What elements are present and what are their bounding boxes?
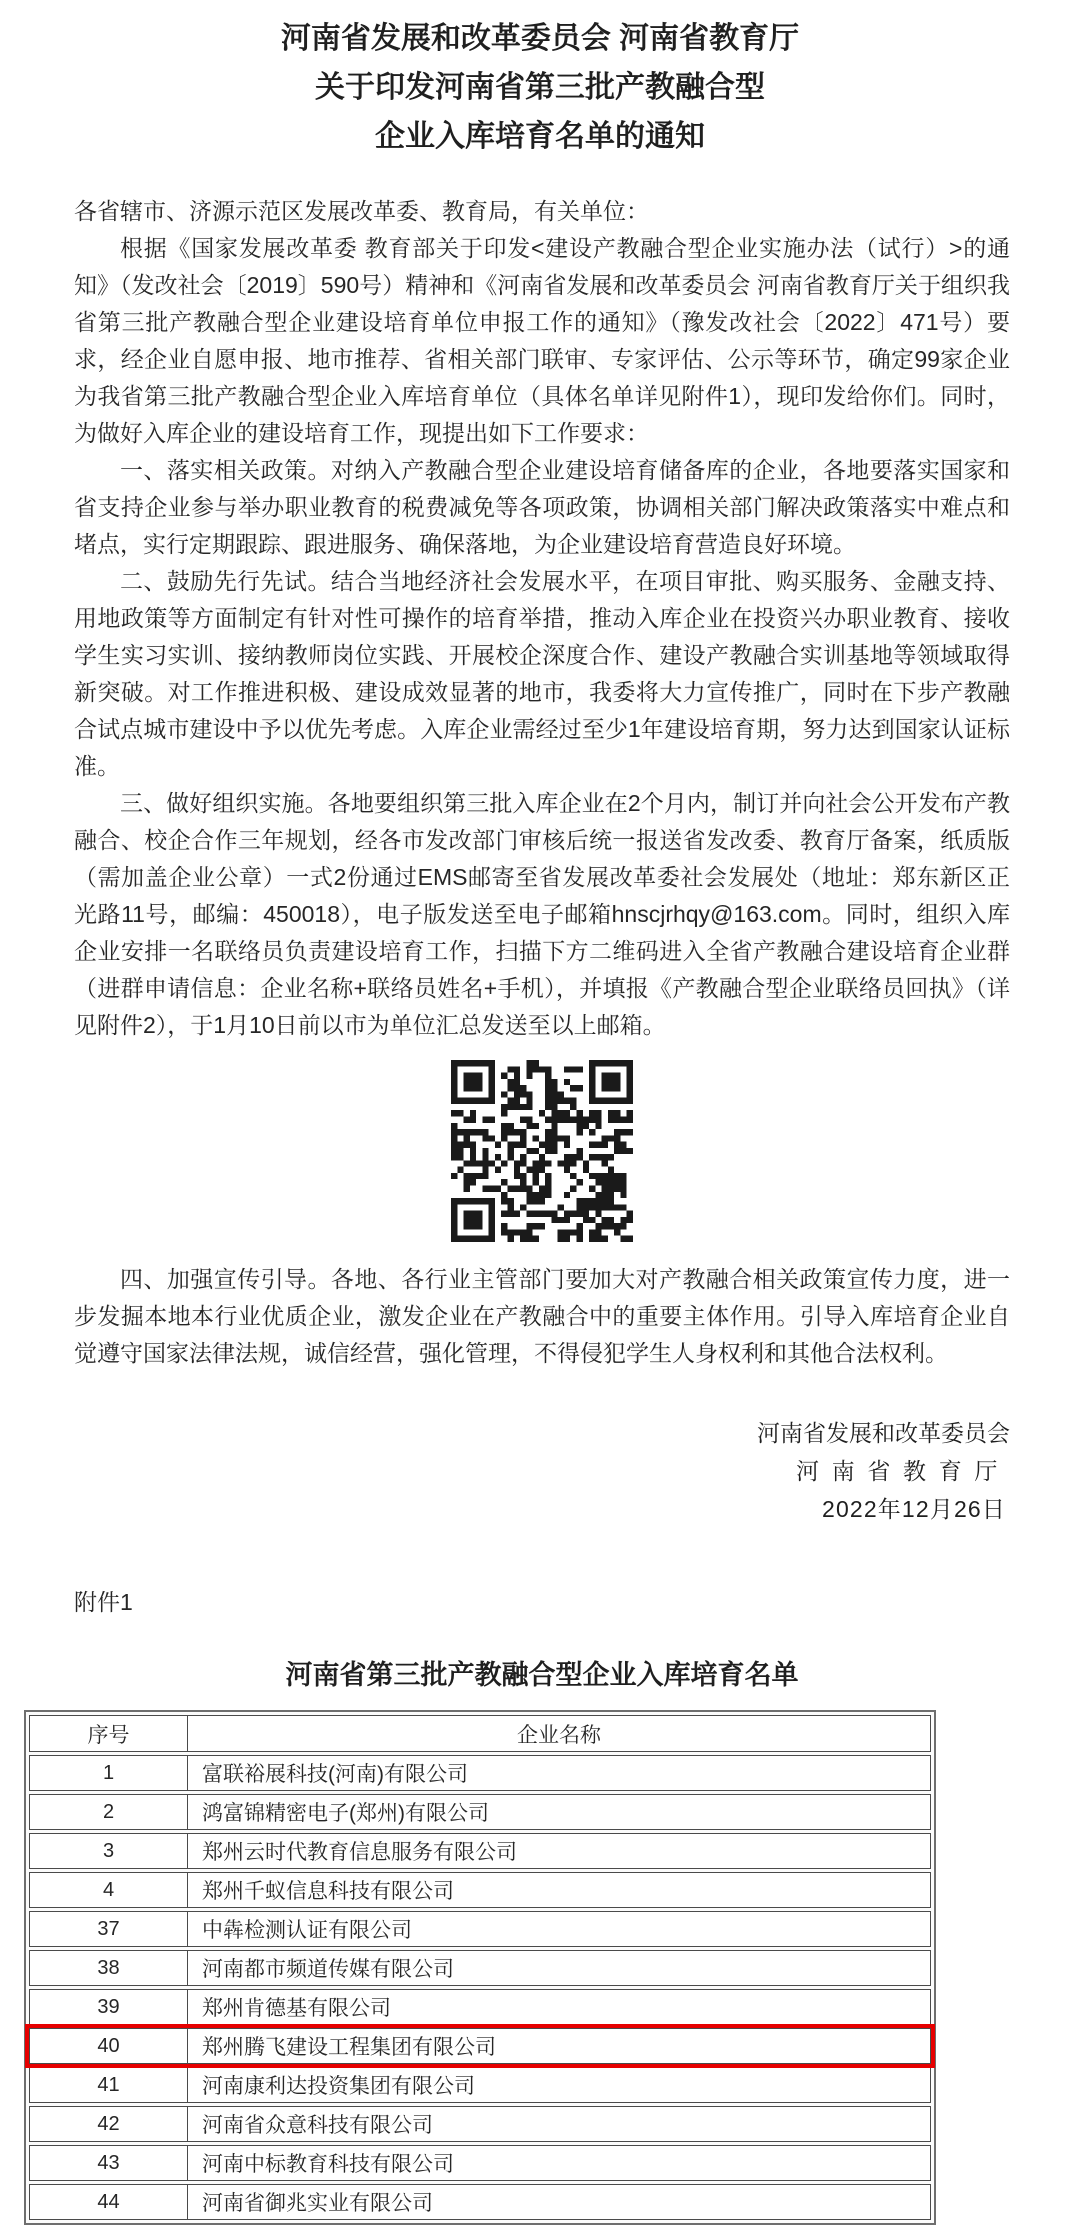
- document-body: [0, 193, 1080, 1692]
- salutation-line: 各省辖市、济源示范区发展改革委、教育局，有关单位：: [74, 198, 649, 224]
- table-row: [29, 1950, 931, 1986]
- row-index-cell: 40: [30, 2029, 188, 2063]
- table-row: [29, 1833, 931, 1869]
- row-index-cell: 43: [30, 2146, 188, 2180]
- notice-document-page: [0, 14, 1080, 2215]
- header-cell-no: 序号: [30, 1716, 188, 1751]
- body-paragraph: 三、做好组织实施。各地要组织第三批入库企业在2个月内，制订并向社会公开发布产教融合、校企合作三年规划，经各市发改部门审核后统一报送省发改委、教育厅备案，纸质版（需加盖企业公章）一式2份通过EMS邮寄至省发展改革委社会发展处（地址：郑东新区正光路11号，邮编：450018），电子版发送至电子邮箱hnscjrhqy@163.com。同时，组织入库企业安排一名联络员负责建设培育工作，扫描下方二维码进入全省产教融合建设培育企业群（进群申请信息：企业名称+联络员姓名+手机），并填报《产教融合型企业联络员回执》（详见附件2），于1月10日前以市为单位汇总发送至以上邮箱。: [74, 790, 1010, 1038]
- row-index-cell: 4: [30, 1873, 188, 1907]
- table-row: [29, 1794, 931, 1830]
- attachment-label: 附件1: [74, 1589, 133, 1615]
- table-row: [29, 1872, 931, 1908]
- company-name-cell: 郑州千蚁信息科技有限公司: [202, 1880, 454, 1903]
- row-index-cell: 1: [30, 1756, 188, 1790]
- table-header-row: [29, 1715, 931, 1752]
- qr-code-icon: [451, 1060, 633, 1242]
- company-name-cell: 富联裕展科技(河南)有限公司: [202, 1763, 468, 1786]
- company-name-cell: 郑州云时代教育信息服务有限公司: [202, 1841, 517, 1864]
- body-paragraph: 二、鼓励先行先试。结合当地经济社会发展水平，在项目审批、购买服务、金融支持、用地政策等方面制定有针对性可操作的培育举措，推动入库企业在投资兴办职业教育、接收学生实习实训、接纳教师岗位实践、开展校企深度合作、建设产教融合实训基地等领域取得新突破。对工作推进积极、建设成效显著的地市，我委将大力宣传推广，同时在下步产教融合试点城市建设中予以优先考虑。入库企业需经过至少1年建设培育期，努力达到国家认证标准。: [74, 568, 1010, 779]
- table-row-highlighted: [29, 2028, 931, 2064]
- company-name-cell: 郑州腾飞建设工程集团有限公司: [202, 2036, 496, 2059]
- row-index-cell: 44: [30, 2185, 188, 2219]
- paragraph-publicity: 四、加强宣传引导。各地、各行业主管部门要加大对产教融合相关政策宣传力度，进一步发掘本地本行业优质企业，激发企业在产教融合中的重要主体作用。引导入库培育企业自觉遵守国家法律法规，诚信经营，强化管理，不得侵犯学生人身权利和其他合法权利。: [74, 1266, 1010, 1366]
- table-row: [29, 1989, 931, 2025]
- row-index-cell: 41: [30, 2068, 188, 2102]
- header-cell-name: 企业名称: [517, 1723, 601, 1747]
- company-name-cell: 河南康利达投资集团有限公司: [202, 2075, 475, 2098]
- row-index-cell: 2: [30, 1795, 188, 1829]
- signature-date: 2022年12月26日: [822, 1496, 1006, 1522]
- company-table: [24, 1710, 936, 2225]
- body-paragraph: 一、落实相关政策。对纳入产教融合型企业建设培育储备库的企业，各地要落实国家和省支持企业参与举办职业教育的税费减免等各项政策，协调相关部门解决政策落实中难点和堵点，实行定期跟踪、跟进服务、确保落地，为企业建设培育营造良好环境。: [74, 457, 1010, 557]
- company-name-cell: 河南省御兆实业有限公司: [202, 2192, 433, 2215]
- document-title: [0, 14, 1080, 161]
- row-index-cell: 3: [30, 1834, 188, 1868]
- row-index-cell: 37: [30, 1912, 188, 1946]
- table-row: [29, 1755, 931, 1791]
- qr-code-block: [74, 1060, 1010, 1247]
- table-row: [29, 2184, 931, 2220]
- signature-block: [74, 1414, 1010, 1528]
- signature-agency-2: 河南省教育厅: [796, 1458, 1010, 1484]
- document-title-line-3: 企业入库培育名单的通知: [375, 120, 705, 153]
- company-name-cell: 河南省众意科技有限公司: [202, 2114, 433, 2137]
- body-paragraphs: [74, 230, 1010, 1044]
- document-title-line-2: 关于印发河南省第三批产教融合型: [315, 71, 765, 104]
- company-name-cell: 鸿富锦精密电子(郑州)有限公司: [202, 1802, 489, 1825]
- attachment-table-title: 河南省第三批产教融合型企业入库培育名单: [285, 1660, 799, 1690]
- table-row: [29, 2067, 931, 2103]
- table-row: [29, 1911, 931, 1947]
- row-index-cell: 42: [30, 2107, 188, 2141]
- table-row: [29, 2145, 931, 2181]
- company-name-cell: 中犇检测认证有限公司: [202, 1919, 412, 1942]
- company-name-cell: 郑州肯德基有限公司: [202, 1997, 391, 2020]
- row-index-cell: 39: [30, 1990, 188, 2024]
- signature-agency-1: 河南省发展和改革委员会: [757, 1420, 1010, 1446]
- row-index-cell: 38: [30, 1951, 188, 1985]
- body-paragraph: 根据《国家发展改革委 教育部关于印发<建设产教融合型企业实施办法（试行）>的通知》（发改社会〔2019〕590号）精神和《河南省发展和改革委员会 河南省教育厅关于组织我省第三批产教融合型企业建设培育单位申报工作的通知》（豫发改社会〔2022〕471号）要求，经企业自愿申报、地市推荐、省相关部门联审、专家评估、公示等环节，确定99家企业为我省第三批产教融合型企业入库培育单位（具体名单详见附件1），现印发给你们。同时，为做好入库企业的建设培育工作，现提出如下工作要求：: [74, 235, 1010, 446]
- company-name-cell: 河南都市频道传媒有限公司: [202, 1958, 454, 1981]
- document-title-line-1: 河南省发展和改革委员会 河南省教育厅: [280, 22, 800, 55]
- table-row: [29, 2106, 931, 2142]
- company-name-cell: 河南中标教育科技有限公司: [202, 2153, 454, 2176]
- company-table-body: [29, 1755, 931, 2220]
